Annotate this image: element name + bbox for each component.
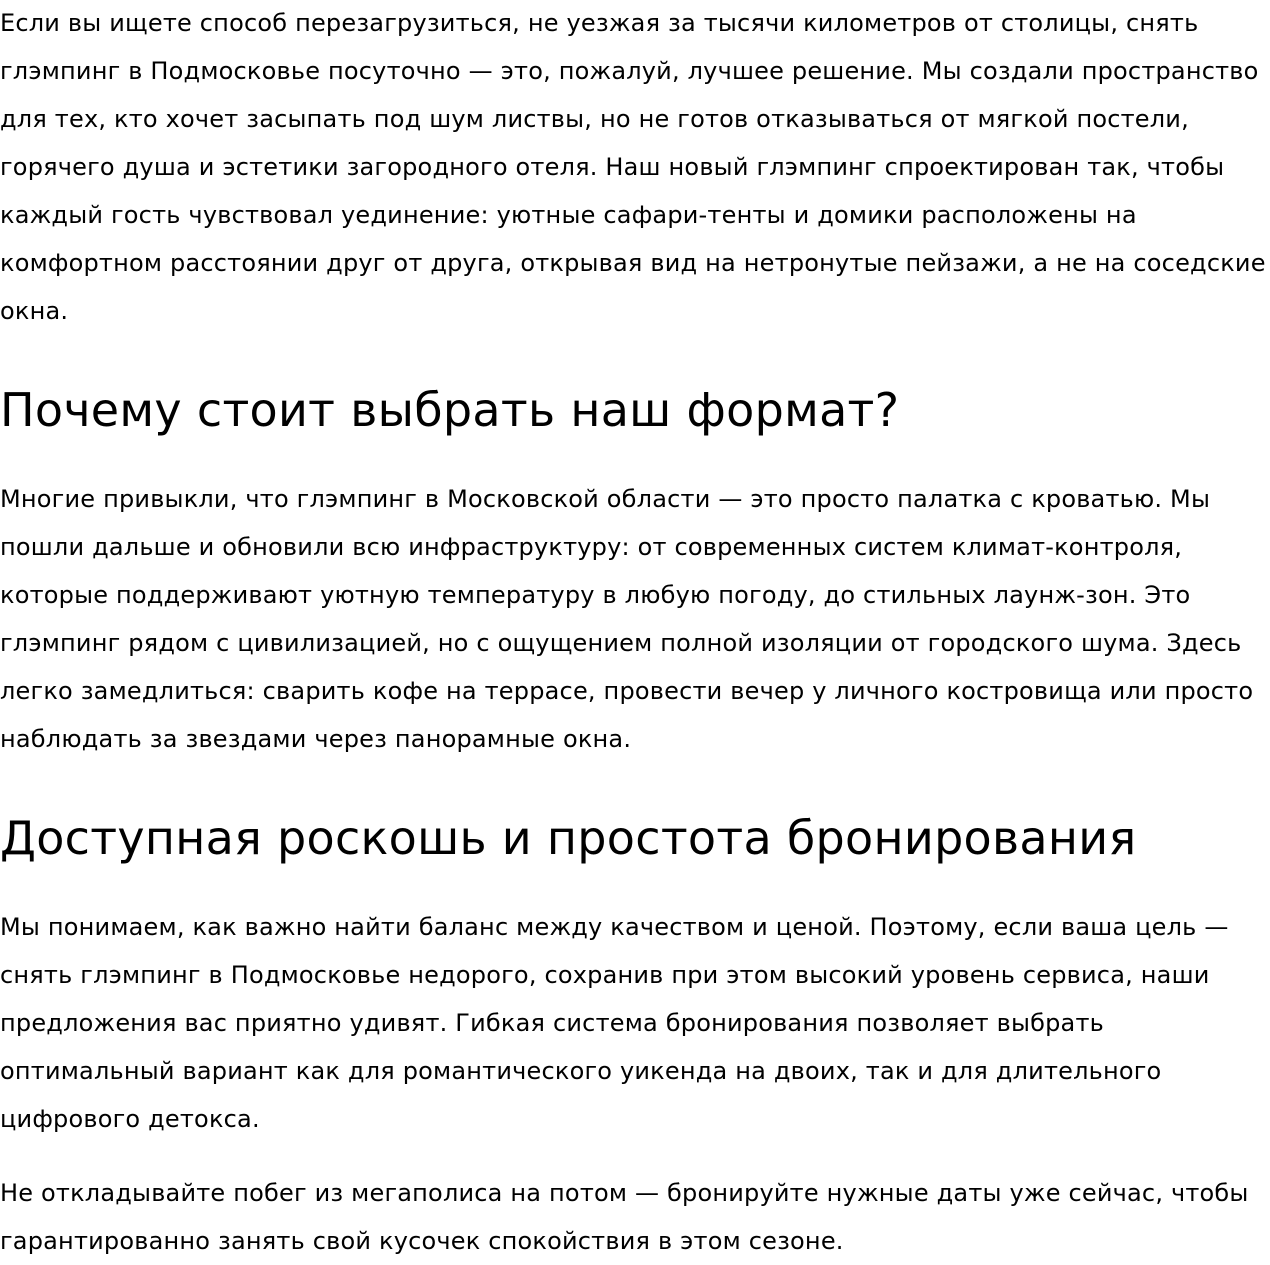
section-heading-format: Почему стоит выбрать наш формат? (0, 383, 900, 437)
call-to-action-paragraph: Не откладывайте побег из мегаполиса на потом — бронируйте нужные даты уже сейчас, чтобы гарантированно занять свой кусочек спокойствия в этом сезоне. (0, 1179, 1249, 1255)
section-heading-booking: Доступная роскошь и простота бронирования (0, 811, 1137, 865)
booking-paragraph: Мы понимаем, как важно найти баланс между качеством и ценой. Поэтому, если ваша цель — снять глэмпинг в Подмосковье недорого, сохранив при этом высокий уровень сервиса, наши предложения вас приятно удивят. Гибкая система бронирования позволяет выбрать оптимальный вариант как для романтического уикенда на двоих, так и для длительного цифрового детокса. (0, 913, 1229, 1133)
format-paragraph: Многие привыкли, что глэмпинг в Московской области — это просто палатка с кроватью. Мы пошли дальше и обновили всю инфраструктуру: от современных систем климат-контроля, которые поддерживают уютную температуру в любую погоду, до стильных лаунж-зон. Это глэмпинг рядом с цивилизацией, но с ощущением полной изоляции от городского шума. Здесь легко замедлиться: сварить кофе на террасе, провести вечер у личного костровища или просто наблюдать за звездами через панорамные окна. (0, 485, 1254, 753)
intro-paragraph: Если вы ищете способ перезагрузиться, не уезжая за тысячи километров от столицы, снять глэмпинг в Подмосковье посуточно — это, пожалуй, лучшее решение. Мы создали пространство для тех, кто хочет засыпать под шум листвы, но не готов отказываться от мягкой постели, горячего душа и эстетики загородного отеля. Наш новый глэмпинг спроектирован так, чтобы каждый гость чувствовал уединение: уютные сафари-тенты и домики расположены на комфортном расстоянии друг от друга, открывая вид на нетронутые пейзажи, а не на соседские окна. (0, 9, 1266, 325)
